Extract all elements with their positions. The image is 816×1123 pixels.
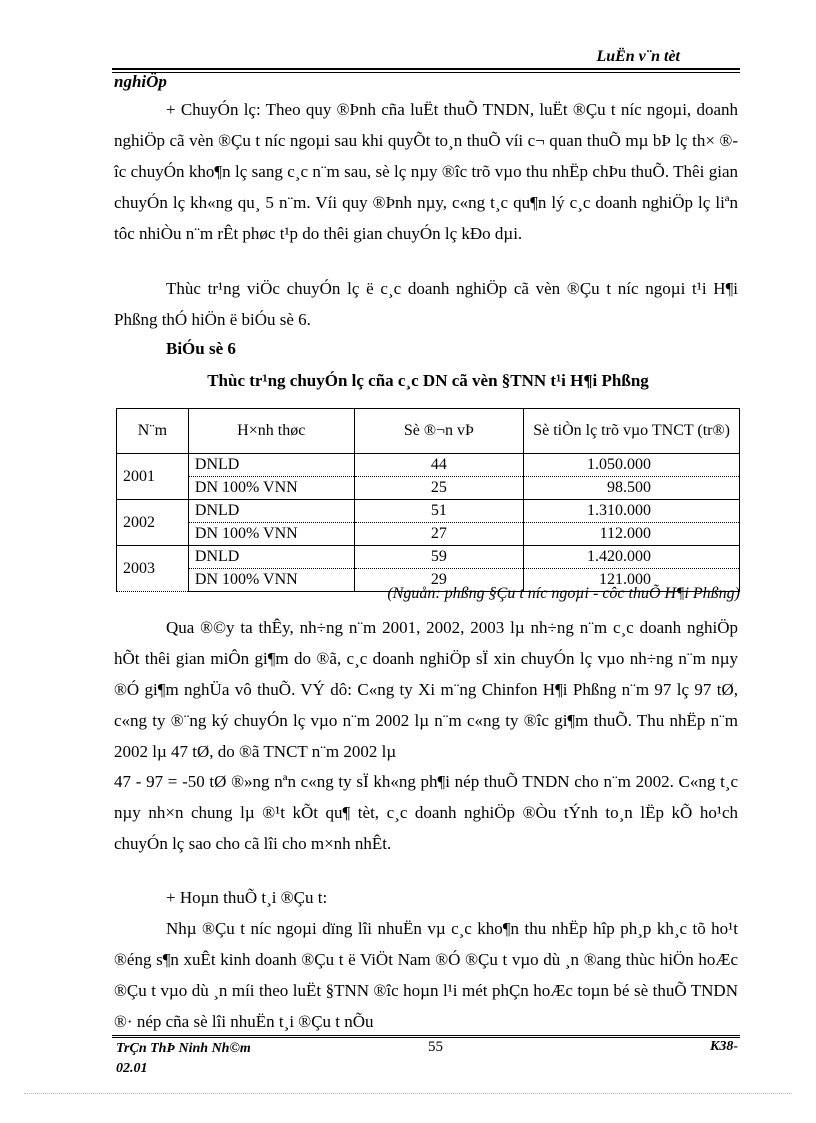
paragraph-intro-table: Thùc tr¹ng viÖc chuyÓn lç ë c¸c doanh nghiÖp cã vèn ®Çu t níc ngoµi t¹i H¶i Phßng thÓ hiÖn ë biÓu sè 6. [114, 279, 738, 329]
amount-cell: 121.000 [524, 569, 740, 592]
page-bottom-divider [24, 1093, 792, 1094]
paragraph-loss-carryforward: + ChuyÓn lç: Theo quy ®Þnh cña luËt thuÕ TNDN, luËt ®Çu t níc ngoµi, doanh nghiÖp cã vèn ®Çu t níc ngoµi sau khi quyÕt to¸n thuÕ víi c¬ quan thuÕ mµ bÞ lç th× ®îc chuyÓn kho¶n lç sang c¸c n¨m sau, sè lç nµy ®îc trõ vµo thu nhËp chÞu thuÕ. Thêi gian chuyÓn lç kh«ng qu¸ 5 n¨m. Víi quy ®Þnh nµy, c«ng t¸c qu¶n lý c¸c doanh nghiÖp lç liªn tôc nhiÒu n¨m rÊt phøc t¹p do thêi gian chuyÓn lç kÐo dµi. [114, 100, 738, 243]
loss-carryforward-table [116, 408, 740, 592]
type-cell: DN 100% VNN [188, 523, 354, 546]
count-cell: 29 [354, 569, 524, 592]
count-cell: 51 [354, 500, 524, 523]
count-cell: 27 [354, 523, 524, 546]
count-cell: 25 [354, 477, 524, 500]
year-cell: 2003 [117, 546, 189, 592]
table-title: Thùc tr¹ng chuyÓn lç cña c¸c DN cã vèn §TNN t¹i H¶i Phßng [207, 371, 649, 390]
paragraph-analysis: Qua ®©y ta thÊy, nh÷ng n¨m 2001, 2002, 2003 lµ nh÷ng n¨m c¸c doanh nghiÖp hÕt thêi gian miÔn gi¶m do ®ã, c¸c doanh nghiÖp sÏ xin chuyÓn lç vµo nh÷ng n¨m nµy ®Ó gi¶m nghÜa vô thuÕ. VÝ dô: C«ng ty Xi m¨ng Chinfon H¶i Phßng n¨m 97 lç 97 tØ, c«ng ty ®¨ng ký chuyÓn lç vµo n¨m 2002 lµ n¨m c«ng ty ®îc gi¶m thuÕ. Thu nhËp n¨m 2002 lµ 47 tØ, do ®ã TNCT n¨m 2002 lµ [114, 618, 738, 761]
col-header-count: Sè ®¬n vÞ [354, 409, 524, 454]
header-title: LuËn v¨n tèt [596, 48, 680, 65]
col-header-amount: Sè tiÒn lç trõ vµo TNCT (tr®) [524, 409, 740, 454]
table-row [117, 546, 740, 569]
paragraph-reinvest-heading: + Hoµn thuÕ t¸i ®Çu t: [166, 888, 328, 907]
type-cell: DN 100% VNN [188, 477, 354, 500]
table-row [117, 523, 740, 546]
header-rule [112, 68, 740, 70]
paragraph-reinvest: Nhµ ®Çu t níc ngoµi dïng lîi nhuËn vµ c¸c kho¶n thu nhËp hîp ph¸p kh¸c tõ ho¹t ®éng s¶n xuÊt kinh doanh ®Çu t ë ViÖt Nam ®Ó ®Çu t vµo dù ¸n ®ang thùc hiÖn hoÆc ®Çu t vµo dù ¸n míi theo luËt §TNN ®îc hoµn l¹i mét phÇn hoÆc toµn bé sè thuÕ TNDN ®· nép cña sè lîi nhuËn t¸i ®Çu t nÕu [114, 919, 738, 1031]
amount-cell: 112.000 [524, 523, 740, 546]
type-cell: DNLD [188, 546, 354, 569]
footer-author-code: 02.01 [116, 1061, 148, 1076]
amount-cell: 1.420.000 [524, 546, 740, 569]
footer-author [116, 1039, 251, 1079]
type-cell: DN 100% VNN [188, 569, 354, 592]
count-cell: 59 [354, 546, 524, 569]
col-header-year: N¨m [117, 409, 189, 454]
page-number: 55 [428, 1039, 443, 1055]
amount-cell: 1.310.000 [524, 500, 740, 523]
table-caption: BiÓu sè 6 [166, 339, 236, 358]
table-row [117, 500, 740, 523]
table-source: (Nguån: phßng §Çu t níc ngoµi - côc thuÕ H¶i Phßng) [387, 585, 740, 602]
footer-class: K38- [710, 1039, 738, 1054]
footer-rule [112, 1035, 740, 1038]
year-cell: 2002 [117, 500, 189, 546]
paragraph-analysis-cont: 47 - 97 = -50 tØ ®»ng nªn c«ng ty sÏ kh«ng ph¶i nép thuÕ TNDN cho n¨m 2002. C«ng t¸c nµy nh×n chung lµ ®¹t kÕt qu¶ tèt, c¸c doanh nghiÖp ®Òu tÝnh to¸n lËp kÕ ho¹ch chuyÓn lç sao cho cã lîi cho m×nh nhÊt. [114, 772, 738, 853]
type-cell: DNLD [188, 454, 354, 477]
table-row [117, 477, 740, 500]
type-cell: DNLD [188, 500, 354, 523]
footer-author-name: TrÇn ThÞ Ninh Nh©m [116, 1041, 251, 1056]
continued-word: nghiÖp [114, 72, 167, 91]
count-cell: 44 [354, 454, 524, 477]
col-header-type: H×nh thøc [188, 409, 354, 454]
year-cell: 2001 [117, 454, 189, 500]
table-row [117, 454, 740, 477]
table-header-row [117, 409, 740, 454]
header-rule-thin [112, 72, 740, 73]
amount-cell: 98.500 [524, 477, 740, 500]
amount-cell: 1.050.000 [524, 454, 740, 477]
